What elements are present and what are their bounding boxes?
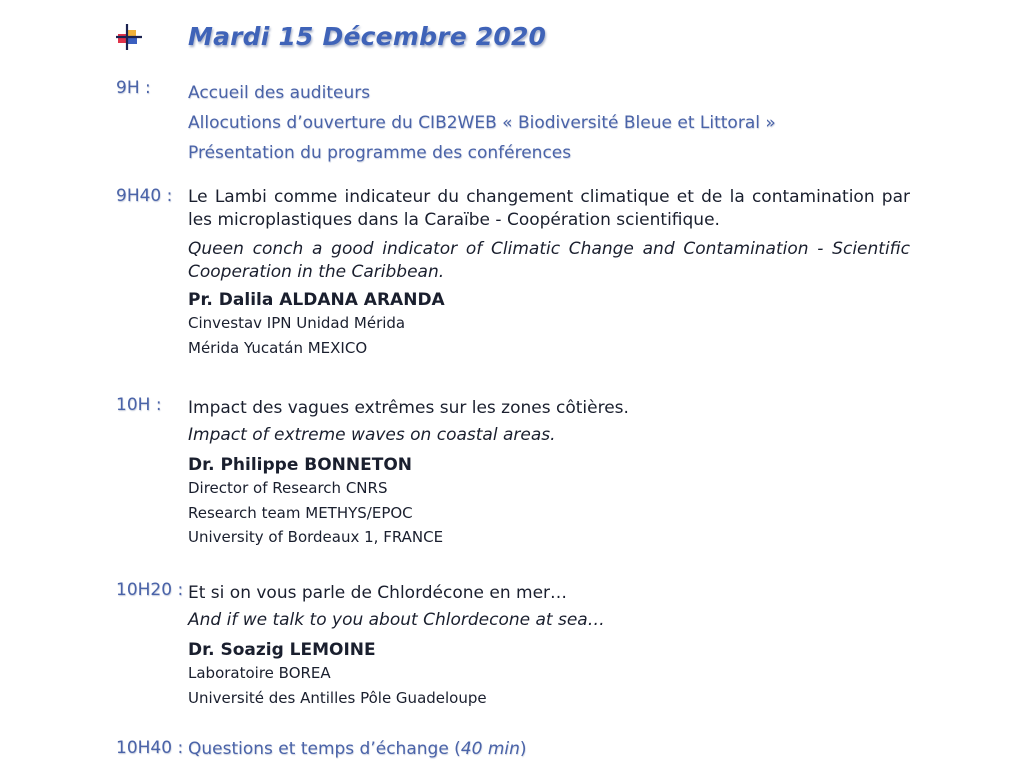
session-line: Accueil des auditeurs	[188, 83, 371, 103]
speaker-affiliation: University of Bordeaux 1, FRANCE	[188, 528, 444, 546]
session-time: 9H40 :	[116, 186, 173, 206]
session-time: 10H20 :	[116, 580, 184, 600]
session-line: Allocutions d’ouverture du CIB2WEB « Biodiversité Bleue et Littoral »	[188, 113, 776, 133]
session-line-text: Questions et temps d’échange (	[188, 739, 461, 759]
session-line	[188, 738, 910, 761]
speaker-affiliation: Mérida Yucatán MEXICO	[188, 338, 368, 357]
talk-title-fr: Impact des vagues extrêmes sur les zones côtières.	[188, 398, 629, 418]
talk-title-en: And if we talk to you about Chlordecone at sea…	[188, 610, 605, 630]
session-line: Présentation du programme des conférences	[188, 143, 572, 163]
talk-title-fr: Et si on vous parle de Chlordécone en mer…	[188, 583, 568, 603]
speaker-affiliation: Cinvestav IPN Unidad Mérida	[188, 314, 406, 332]
speaker-name: Dr. Soazig LEMOINE	[188, 640, 376, 660]
speaker-affiliation: Director of Research CNRS	[188, 479, 388, 497]
speaker-name: Dr. Philippe BONNETON	[188, 455, 413, 475]
speaker-name: Pr. Dalila ALDANA ARANDA	[188, 290, 445, 310]
session-duration: 40 min	[460, 739, 520, 759]
talk-title-en: Impact of extreme waves on coastal areas.	[188, 425, 556, 445]
conference-logo-icon	[116, 24, 142, 50]
session-time: 10H40 :	[116, 738, 184, 758]
page-title: Mardi 15 Décembre 2020	[188, 22, 547, 51]
session-time: 9H :	[116, 78, 151, 98]
speaker-affiliation: Laboratoire BOREA	[188, 664, 331, 682]
speaker-affiliation: Université des Antilles Pôle Guadeloupe	[188, 688, 487, 707]
session-time: 10H :	[116, 395, 162, 415]
talk-title-en: Queen conch a good indicator of Climatic Change and Contamination - Scientific Cooperation in the Caribbean.	[188, 239, 910, 282]
talk-title-fr: Le Lambi comme indicateur du changement climatique et de la contamination par les microplastiques dans la Caraïbe - Coopération scientifique.	[188, 187, 910, 230]
session-line-end: )	[519, 739, 527, 759]
speaker-affiliation: Research team METHYS/EPOC	[188, 503, 413, 522]
